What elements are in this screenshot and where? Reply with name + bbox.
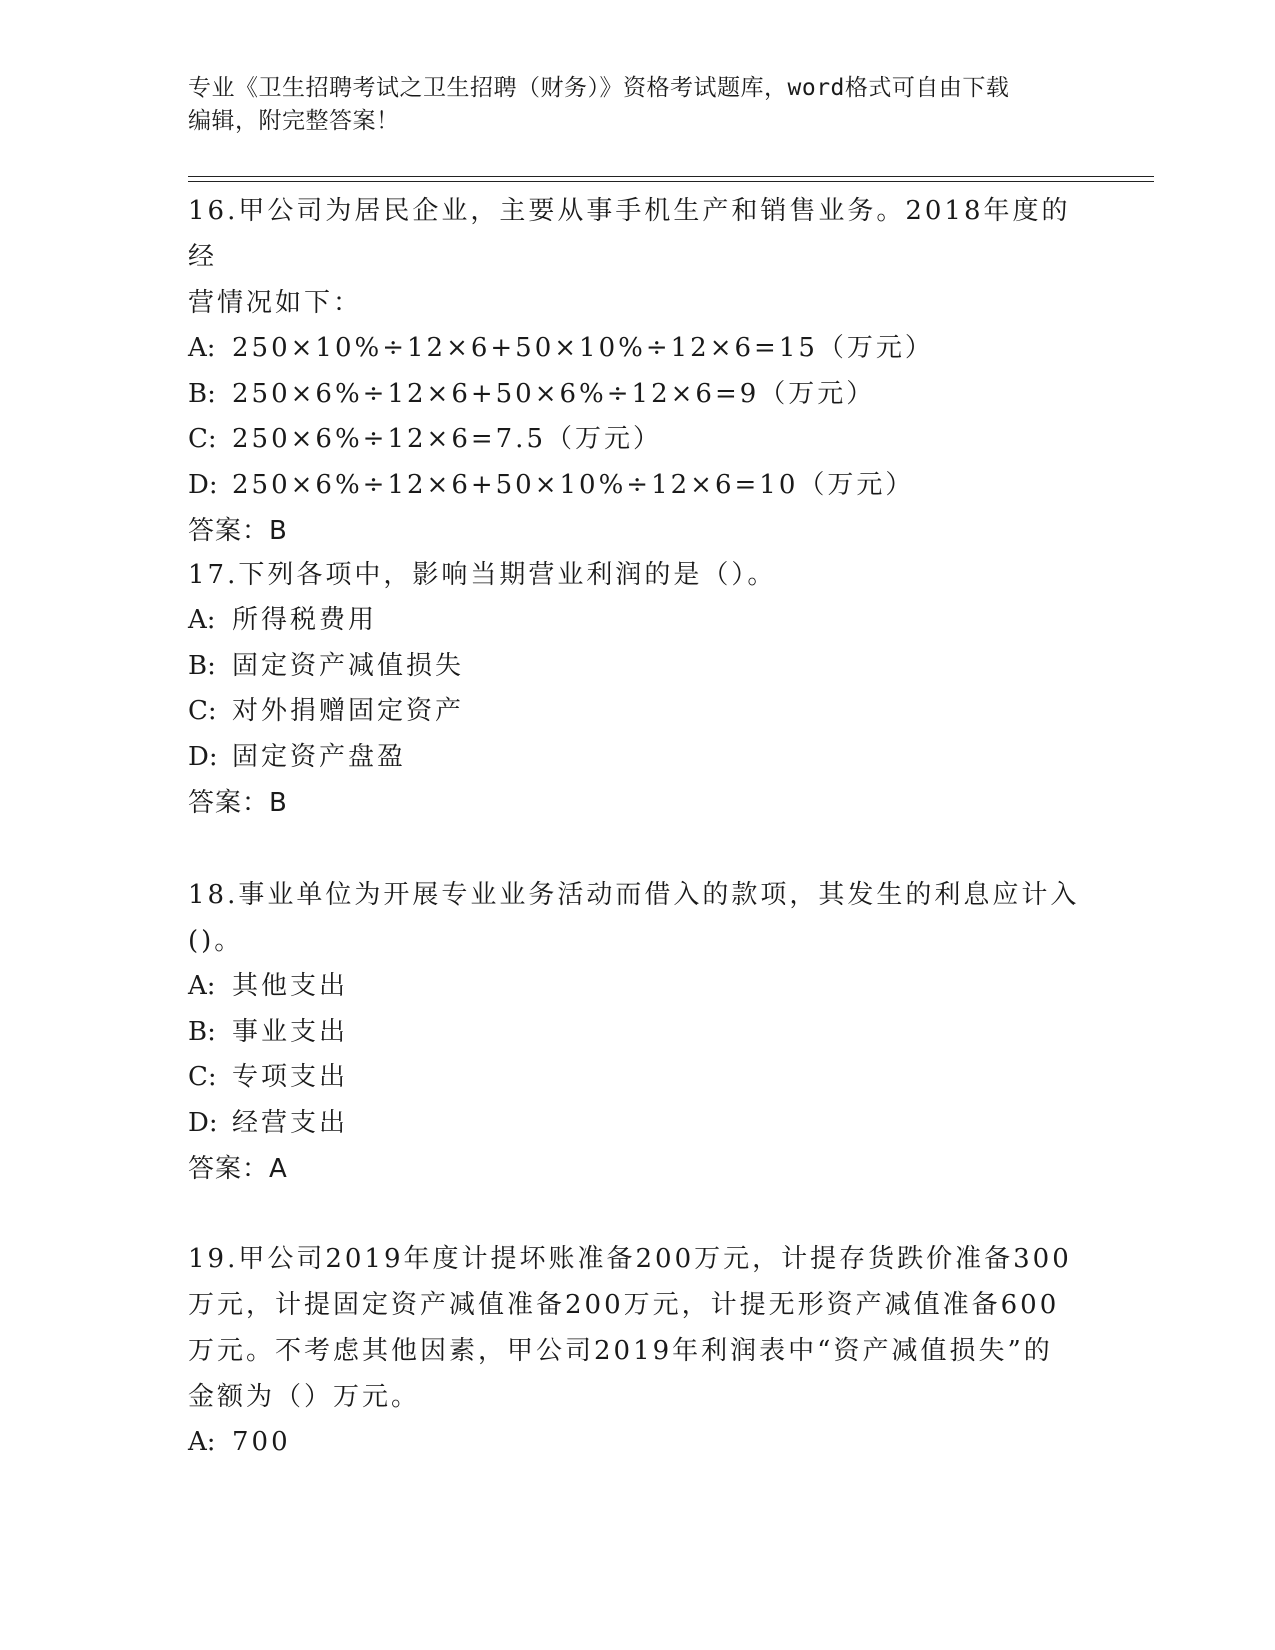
option-a [188, 1420, 1088, 1466]
option-text: 固定资产减值损失 [232, 650, 465, 681]
header-divider-bottom [188, 181, 1154, 182]
option-text: 对外捐赠固定资产 [232, 696, 465, 726]
option-b [188, 372, 1088, 418]
option-a [188, 598, 1088, 644]
option-text: 250×6%÷12×6=7.5（万元） [232, 424, 662, 454]
option-letter: C: [188, 1062, 217, 1092]
question-stem-line: 营情况如下： [188, 288, 363, 318]
option-letter: D: [188, 469, 218, 500]
option-letter: D: [188, 1107, 218, 1138]
question-stem-line: 金额为（）万元。 [188, 1382, 421, 1412]
option-c [188, 689, 1088, 735]
answer-line: 答案：B [188, 788, 288, 818]
option-d [188, 1101, 1088, 1147]
question-stem-line: 18.事业单位为开展专业业务活动而借入的款项，其发生的利息应计入 [188, 880, 1080, 910]
document-header [188, 72, 1088, 138]
option-a [188, 964, 1088, 1010]
option-letter: A: [188, 333, 216, 363]
header-line-2: 编辑，附完整答案！ [188, 108, 400, 134]
option-letter: A: [188, 605, 216, 635]
option-d [188, 735, 1088, 781]
question-stem-line: 19.甲公司2019年度计提坏账准备200万元，计提存货跌价准备300 [188, 1244, 1072, 1274]
option-text: 250×6%÷12×6+50×6%÷12×6=9（万元） [232, 378, 876, 409]
header-line-1: 专业《卫生招聘考试之卫生招聘（财务）》资格考试题库，word格式可自由下载 [188, 75, 1010, 101]
option-text: 所得税费用 [232, 605, 378, 635]
option-text: 700 [232, 1427, 291, 1457]
option-letter: B: [188, 650, 216, 681]
option-b [188, 644, 1088, 690]
question-17 [188, 552, 1088, 826]
option-c [188, 417, 1088, 463]
question-16 [188, 188, 1088, 554]
option-text: 专项支出 [232, 1062, 349, 1092]
option-letter: C: [188, 424, 217, 454]
option-text: 经营支出 [232, 1107, 349, 1138]
question-19 [188, 1236, 1088, 1466]
option-text: 固定资产盘盈 [232, 741, 407, 772]
question-stem-line: 万元。不考虑其他因素，甲公司2019年利润表中“资产减值损失”的 [188, 1336, 1053, 1366]
option-a [188, 326, 1088, 372]
option-letter: B: [188, 378, 216, 409]
option-text: 事业支出 [232, 1016, 349, 1047]
option-b [188, 1010, 1088, 1056]
option-letter: B: [188, 1016, 216, 1047]
answer-line: 答案：A [188, 1154, 288, 1184]
answer-line: 答案：B [188, 516, 288, 546]
option-text: 250×10%÷12×6+50×10%÷12×6=15（万元） [232, 333, 934, 363]
question-stem-line: 16.甲公司为居民企业，主要从事手机生产和销售业务。2018年度的经 [188, 196, 1071, 272]
question-stem-line: 17.下列各项中，影响当期营业利润的是（）。 [188, 560, 777, 590]
question-18 [188, 872, 1088, 1192]
option-c [188, 1055, 1088, 1101]
option-letter: A: [188, 971, 216, 1001]
option-letter: A: [188, 1427, 216, 1457]
option-d [188, 463, 1088, 509]
option-text: 其他支出 [232, 971, 349, 1001]
option-letter: D: [188, 741, 218, 772]
question-stem-line: 万元，计提固定资产减值准备200万元，计提无形资产减值准备600 [188, 1290, 1060, 1320]
header-divider-top [188, 176, 1154, 177]
option-letter: C: [188, 696, 217, 726]
option-text: 250×6%÷12×6+50×10%÷12×6=10（万元） [232, 469, 915, 500]
question-stem-line: ()。 [188, 926, 244, 956]
